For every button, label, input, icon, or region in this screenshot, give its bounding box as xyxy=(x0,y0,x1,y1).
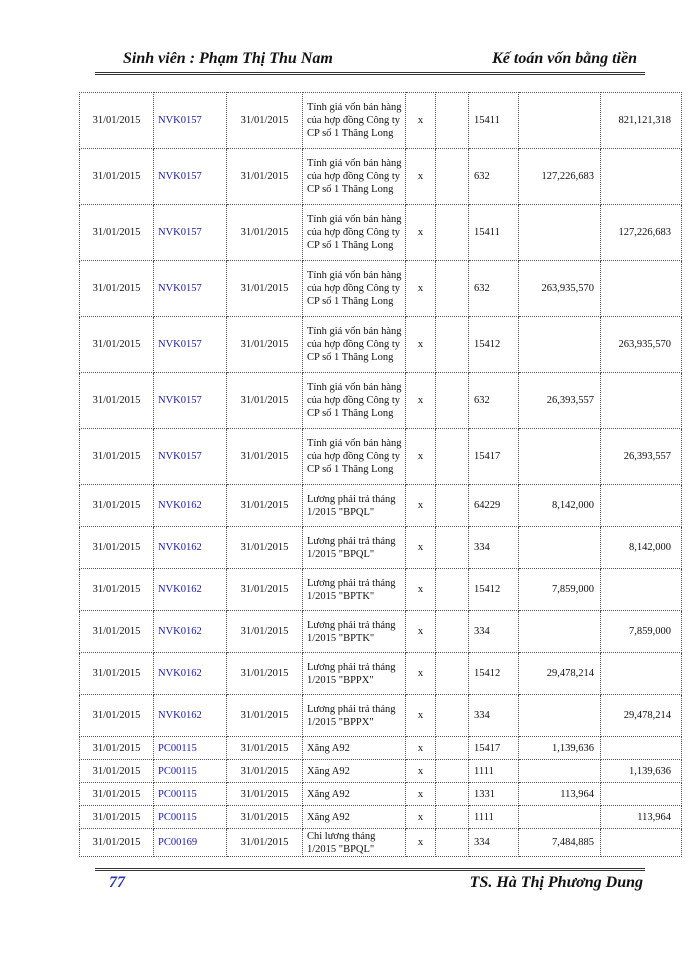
debit-amount: 29,478,214 xyxy=(519,653,601,695)
debit-amount xyxy=(519,611,601,653)
blank-cell xyxy=(436,373,469,429)
check-mark: x xyxy=(406,695,436,737)
account-code: 632 xyxy=(469,149,519,205)
ledger-table xyxy=(79,92,682,857)
credit-amount: 113,964 xyxy=(601,806,682,829)
voucher-date: 31/01/2015 xyxy=(227,485,303,527)
table-row xyxy=(80,93,682,149)
voucher-date: 31/01/2015 xyxy=(227,760,303,783)
table-row xyxy=(80,429,682,485)
entry-date: 31/01/2015 xyxy=(80,806,154,829)
voucher-date: 31/01/2015 xyxy=(227,783,303,806)
footer-rule xyxy=(95,868,645,871)
voucher-number[interactable]: NVK0157 xyxy=(154,261,227,317)
account-code: 15411 xyxy=(469,205,519,261)
table-row xyxy=(80,149,682,205)
voucher-date: 31/01/2015 xyxy=(227,261,303,317)
check-mark: x xyxy=(406,829,436,857)
blank-cell xyxy=(436,527,469,569)
description: Lương phải trả tháng 1/2015 "BPPX" xyxy=(303,695,406,737)
credit-amount xyxy=(601,485,682,527)
voucher-date: 31/01/2015 xyxy=(227,695,303,737)
credit-amount: 26,393,557 xyxy=(601,429,682,485)
description: Xăng A92 xyxy=(303,760,406,783)
debit-amount: 7,859,000 xyxy=(519,569,601,611)
check-mark: x xyxy=(406,783,436,806)
blank-cell xyxy=(436,205,469,261)
entry-date: 31/01/2015 xyxy=(80,485,154,527)
student-name: Sinh viên : Phạm Thị Thu Nam xyxy=(123,50,333,67)
description: Xăng A92 xyxy=(303,806,406,829)
page-number: 77 xyxy=(109,874,125,891)
debit-amount: 26,393,557 xyxy=(519,373,601,429)
voucher-number[interactable]: PC00115 xyxy=(154,760,227,783)
credit-amount: 821,121,318 xyxy=(601,93,682,149)
entry-date: 31/01/2015 xyxy=(80,569,154,611)
account-code: 334 xyxy=(469,695,519,737)
description: Tính giá vốn bán hàng của hợp đồng Công ty CP số 1 Thăng Long xyxy=(303,373,406,429)
account-code: 1111 xyxy=(469,806,519,829)
account-code: 15411 xyxy=(469,93,519,149)
page-footer xyxy=(95,868,645,898)
account-code: 632 xyxy=(469,261,519,317)
debit-amount xyxy=(519,695,601,737)
credit-amount xyxy=(601,373,682,429)
credit-amount xyxy=(601,737,682,760)
voucher-number[interactable]: PC00115 xyxy=(154,737,227,760)
entry-date: 31/01/2015 xyxy=(80,317,154,373)
account-code: 15412 xyxy=(469,317,519,373)
check-mark: x xyxy=(406,149,436,205)
entry-date: 31/01/2015 xyxy=(80,737,154,760)
voucher-date: 31/01/2015 xyxy=(227,205,303,261)
credit-amount xyxy=(601,149,682,205)
debit-amount xyxy=(519,429,601,485)
account-code: 15417 xyxy=(469,429,519,485)
credit-amount: 263,935,570 xyxy=(601,317,682,373)
voucher-number[interactable]: NVK0157 xyxy=(154,149,227,205)
table-row xyxy=(80,653,682,695)
table-row xyxy=(80,261,682,317)
blank-cell xyxy=(436,261,469,317)
blank-cell xyxy=(436,611,469,653)
credit-amount xyxy=(601,783,682,806)
voucher-date: 31/01/2015 xyxy=(227,569,303,611)
voucher-number[interactable]: NVK0162 xyxy=(154,611,227,653)
debit-amount: 263,935,570 xyxy=(519,261,601,317)
table-row xyxy=(80,527,682,569)
debit-amount: 127,226,683 xyxy=(519,149,601,205)
credit-amount xyxy=(601,829,682,857)
header-rule xyxy=(95,72,645,75)
table-row xyxy=(80,373,682,429)
entry-date: 31/01/2015 xyxy=(80,205,154,261)
description: Tính giá vốn bán hàng của hợp đồng Công ty CP số 1 Thăng Long xyxy=(303,93,406,149)
table-row xyxy=(80,737,682,760)
description: Tính giá vốn bán hàng của hợp đồng Công ty CP số 1 Thăng Long xyxy=(303,317,406,373)
voucher-number[interactable]: PC00169 xyxy=(154,829,227,857)
voucher-date: 31/01/2015 xyxy=(227,653,303,695)
description: Xăng A92 xyxy=(303,783,406,806)
account-code: 15412 xyxy=(469,653,519,695)
voucher-number[interactable]: NVK0162 xyxy=(154,569,227,611)
entry-date: 31/01/2015 xyxy=(80,149,154,205)
table-row xyxy=(80,829,682,857)
credit-amount xyxy=(601,653,682,695)
account-code: 334 xyxy=(469,611,519,653)
debit-amount xyxy=(519,317,601,373)
check-mark: x xyxy=(406,261,436,317)
debit-amount xyxy=(519,93,601,149)
voucher-number[interactable]: NVK0162 xyxy=(154,695,227,737)
blank-cell xyxy=(436,485,469,527)
debit-amount xyxy=(519,205,601,261)
account-code: 1331 xyxy=(469,783,519,806)
table-row xyxy=(80,611,682,653)
table-row xyxy=(80,205,682,261)
check-mark: x xyxy=(406,760,436,783)
check-mark: x xyxy=(406,611,436,653)
check-mark: x xyxy=(406,653,436,695)
voucher-number[interactable]: NVK0162 xyxy=(154,653,227,695)
debit-amount xyxy=(519,760,601,783)
blank-cell xyxy=(436,783,469,806)
blank-cell xyxy=(436,429,469,485)
entry-date: 31/01/2015 xyxy=(80,93,154,149)
description: Xăng A92 xyxy=(303,737,406,760)
table-row xyxy=(80,569,682,611)
table-row xyxy=(80,760,682,783)
blank-cell xyxy=(436,653,469,695)
voucher-number[interactable]: NVK0157 xyxy=(154,205,227,261)
voucher-date: 31/01/2015 xyxy=(227,829,303,857)
entry-date: 31/01/2015 xyxy=(80,829,154,857)
table-row xyxy=(80,485,682,527)
voucher-date: 31/01/2015 xyxy=(227,737,303,760)
table-row xyxy=(80,317,682,373)
voucher-date: 31/01/2015 xyxy=(227,93,303,149)
page-header xyxy=(95,44,645,74)
account-code: 15417 xyxy=(469,737,519,760)
account-code: 632 xyxy=(469,373,519,429)
voucher-number[interactable]: NVK0157 xyxy=(154,93,227,149)
entry-date: 31/01/2015 xyxy=(80,783,154,806)
blank-cell xyxy=(436,317,469,373)
debit-amount: 8,142,000 xyxy=(519,485,601,527)
debit-amount xyxy=(519,527,601,569)
voucher-number[interactable]: NVK0157 xyxy=(154,373,227,429)
voucher-number[interactable]: PC00115 xyxy=(154,783,227,806)
author-name: TS. Hà Thị Phương Dung xyxy=(469,874,643,891)
description: Lương phải trả tháng 1/2015 "BPQL" xyxy=(303,527,406,569)
account-code: 64229 xyxy=(469,485,519,527)
blank-cell xyxy=(436,829,469,857)
description: Tính giá vốn bán hàng của hợp đồng Công ty CP số 1 Thăng Long xyxy=(303,149,406,205)
entry-date: 31/01/2015 xyxy=(80,695,154,737)
entry-date: 31/01/2015 xyxy=(80,611,154,653)
description: Lương phải trả tháng 1/2015 "BPTK" xyxy=(303,611,406,653)
account-code: 15412 xyxy=(469,569,519,611)
credit-amount xyxy=(601,261,682,317)
check-mark: x xyxy=(406,373,436,429)
description: Chi lương tháng 1/2015 "BPQL" xyxy=(303,829,406,857)
check-mark: x xyxy=(406,806,436,829)
description: Lương phải trả tháng 1/2015 "BPTK" xyxy=(303,569,406,611)
blank-cell xyxy=(436,760,469,783)
blank-cell xyxy=(436,93,469,149)
entry-date: 31/01/2015 xyxy=(80,429,154,485)
voucher-date: 31/01/2015 xyxy=(227,317,303,373)
check-mark: x xyxy=(406,527,436,569)
debit-amount: 7,484,885 xyxy=(519,829,601,857)
voucher-date: 31/01/2015 xyxy=(227,611,303,653)
credit-amount: 7,859,000 xyxy=(601,611,682,653)
credit-amount xyxy=(601,569,682,611)
debit-amount: 1,139,636 xyxy=(519,737,601,760)
check-mark: x xyxy=(406,93,436,149)
debit-amount: 113,964 xyxy=(519,783,601,806)
account-code: 334 xyxy=(469,829,519,857)
blank-cell xyxy=(436,695,469,737)
ledger-body xyxy=(80,93,682,857)
voucher-date: 31/01/2015 xyxy=(227,527,303,569)
voucher-number[interactable]: NVK0162 xyxy=(154,485,227,527)
entry-date: 31/01/2015 xyxy=(80,373,154,429)
check-mark: x xyxy=(406,317,436,373)
description: Lương phải trả tháng 1/2015 "BPQL" xyxy=(303,485,406,527)
table-row xyxy=(80,806,682,829)
blank-cell xyxy=(436,806,469,829)
blank-cell xyxy=(436,149,469,205)
table-row xyxy=(80,783,682,806)
description: Tính giá vốn bán hàng của hợp đồng Công ty CP số 1 Thăng Long xyxy=(303,261,406,317)
check-mark: x xyxy=(406,737,436,760)
voucher-date: 31/01/2015 xyxy=(227,149,303,205)
voucher-date: 31/01/2015 xyxy=(227,373,303,429)
voucher-number[interactable]: PC00115 xyxy=(154,806,227,829)
credit-amount: 1,139,636 xyxy=(601,760,682,783)
entry-date: 31/01/2015 xyxy=(80,653,154,695)
voucher-date: 31/01/2015 xyxy=(227,806,303,829)
check-mark: x xyxy=(406,569,436,611)
voucher-number[interactable]: NVK0162 xyxy=(154,527,227,569)
blank-cell xyxy=(436,569,469,611)
check-mark: x xyxy=(406,205,436,261)
check-mark: x xyxy=(406,429,436,485)
table-row xyxy=(80,695,682,737)
entry-date: 31/01/2015 xyxy=(80,261,154,317)
debit-amount xyxy=(519,806,601,829)
check-mark: x xyxy=(406,485,436,527)
description: Tính giá vốn bán hàng của hợp đồng Công ty CP số 1 Thăng Long xyxy=(303,205,406,261)
entry-date: 31/01/2015 xyxy=(80,527,154,569)
account-code: 334 xyxy=(469,527,519,569)
voucher-number[interactable]: NVK0157 xyxy=(154,429,227,485)
blank-cell xyxy=(436,737,469,760)
description: Lương phải trả tháng 1/2015 "BPPX" xyxy=(303,653,406,695)
voucher-date: 31/01/2015 xyxy=(227,429,303,485)
description: Tính giá vốn bán hàng của hợp đồng Công ty CP số 1 Thăng Long xyxy=(303,429,406,485)
credit-amount: 8,142,000 xyxy=(601,527,682,569)
voucher-number[interactable]: NVK0157 xyxy=(154,317,227,373)
credit-amount: 29,478,214 xyxy=(601,695,682,737)
entry-date: 31/01/2015 xyxy=(80,760,154,783)
ledger-table-wrap xyxy=(79,92,681,857)
account-code: 1111 xyxy=(469,760,519,783)
credit-amount: 127,226,683 xyxy=(601,205,682,261)
topic-title: Kế toán vốn bằng tiền xyxy=(492,50,637,67)
